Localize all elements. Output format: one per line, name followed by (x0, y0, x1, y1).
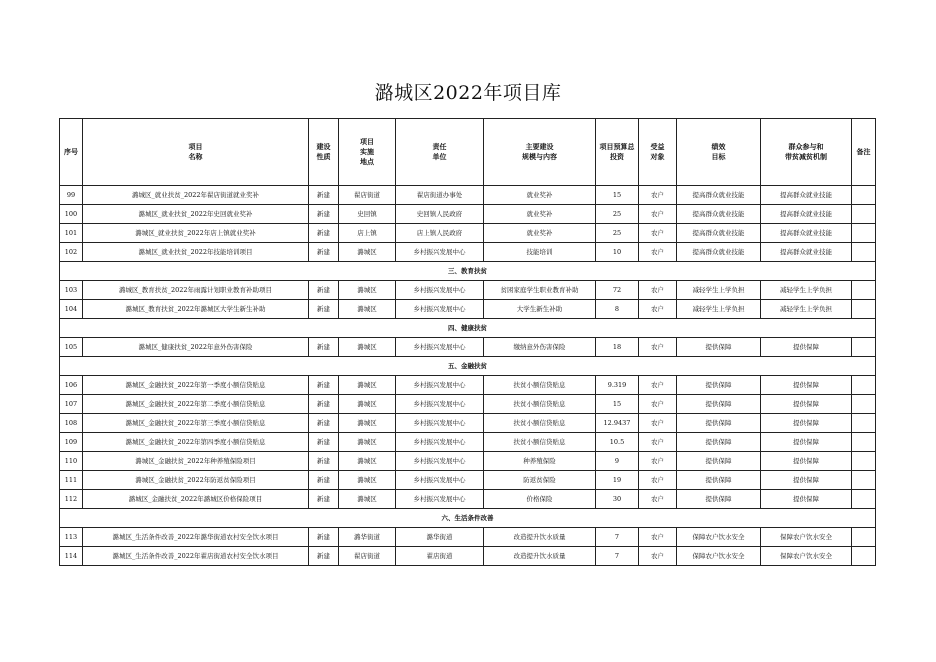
cell-mechanism: 提供保障 (761, 395, 852, 414)
cell-target: 提供保障 (677, 452, 761, 471)
table-row (60, 376, 876, 395)
cell-name: 潞城区_金融扶贫_2022年第三季度小额信贷贴息 (83, 414, 309, 433)
section-label: 三、教育扶贫 (60, 262, 876, 281)
table-header-row (60, 119, 876, 186)
cell-budget: 15 (596, 186, 639, 205)
header-line: 地点 (360, 158, 374, 166)
col-header-beneficiary (639, 119, 677, 186)
header-line: 项目 (360, 138, 374, 146)
cell-location: 潞华街道 (339, 528, 396, 547)
cell-budget: 7 (596, 528, 639, 547)
cell-location: 潞城区 (339, 414, 396, 433)
cell-content: 种养殖保险 (484, 452, 596, 471)
cell-index: 105 (60, 338, 83, 357)
cell-location: 潞城区 (339, 281, 396, 300)
cell-remark (852, 205, 876, 224)
col-header-content (484, 119, 596, 186)
header-line: 受益 (650, 143, 665, 151)
cell-content: 扶贫小额信贷贴息 (484, 376, 596, 395)
cell-mechanism: 提供保障 (761, 338, 852, 357)
cell-unit: 潞华街道 (396, 528, 484, 547)
cell-content: 大学生新生补助 (484, 300, 596, 319)
cell-remark (852, 338, 876, 357)
cell-content: 就业奖补 (484, 205, 596, 224)
cell-target: 减轻学生上学负担 (677, 281, 761, 300)
header-line: 项目预算总 (599, 143, 635, 151)
header-line: 群众参与和 (788, 143, 824, 151)
cell-unit: 翟店街道办事处 (396, 186, 484, 205)
cell-budget: 9 (596, 452, 639, 471)
table-row (60, 281, 876, 300)
cell-target: 保障农户饮水安全 (677, 547, 761, 566)
cell-remark (852, 547, 876, 566)
col-header-remark (852, 119, 876, 186)
cell-location: 翟店街道 (339, 547, 396, 566)
table-row (60, 395, 876, 414)
header-line: 规模与内容 (522, 153, 557, 161)
col-header-index (60, 119, 83, 186)
table-row (60, 490, 876, 509)
cell-name: 潞城区_教育扶贫_2022年雨露计划职业教育补助项目 (83, 281, 309, 300)
cell-index: 106 (60, 376, 83, 395)
cell-location: 潞城区 (339, 243, 396, 262)
cell-location: 潞城区 (339, 376, 396, 395)
cell-beneficiary: 农户 (639, 186, 677, 205)
cell-remark (852, 452, 876, 471)
cell-location: 史回镇 (339, 205, 396, 224)
cell-name: 潞城区_金融扶贫_2022年第一季度小额信贷贴息 (83, 376, 309, 395)
cell-remark (852, 528, 876, 547)
cell-budget: 25 (596, 224, 639, 243)
table-row (60, 205, 876, 224)
cell-name: 潞城区_金融扶贫_2022年种养殖保险项目 (83, 452, 309, 471)
cell-location: 潞城区 (339, 471, 396, 490)
section-label: 六、生活条件改善 (60, 509, 876, 528)
cell-budget: 9.319 (596, 376, 639, 395)
cell-type: 新建 (309, 338, 339, 357)
cell-target: 提高群众就业技能 (677, 205, 761, 224)
cell-budget: 72 (596, 281, 639, 300)
cell-beneficiary: 农户 (639, 205, 677, 224)
cell-location: 潞城区 (339, 338, 396, 357)
table-row (60, 452, 876, 471)
cell-unit: 乡村振兴发展中心 (396, 414, 484, 433)
cell-budget: 25 (596, 205, 639, 224)
cell-beneficiary: 农户 (639, 471, 677, 490)
cell-content: 就业奖补 (484, 224, 596, 243)
cell-name: 潞城区_金融扶贫_2022年第二季度小额信贷贴息 (83, 395, 309, 414)
header-line: 项目 (188, 143, 203, 151)
cell-name: 潞城区_生活条件改善_2022年翟店街道农村安全饮水项目 (83, 547, 309, 566)
cell-remark (852, 224, 876, 243)
cell-budget: 18 (596, 338, 639, 357)
table-row (60, 186, 876, 205)
cell-content: 扶贫小额信贷贴息 (484, 414, 596, 433)
cell-type: 新建 (309, 224, 339, 243)
header-line: 带贫减贫机制 (785, 153, 827, 161)
cell-unit: 乡村振兴发展中心 (396, 395, 484, 414)
cell-mechanism: 提高群众就业技能 (761, 186, 852, 205)
header-line: 名称 (188, 153, 203, 161)
cell-mechanism: 提高群众就业技能 (761, 243, 852, 262)
cell-name: 潞城区_就业扶贫_2022年技能培训项目 (83, 243, 309, 262)
table-row (60, 471, 876, 490)
header-line: 实施 (360, 148, 374, 156)
header-line: 绩效 (711, 143, 726, 151)
header-line: 对象 (650, 153, 665, 161)
cell-location: 翟店街道 (339, 186, 396, 205)
cell-index: 102 (60, 243, 83, 262)
cell-budget: 7 (596, 547, 639, 566)
cell-type: 新建 (309, 243, 339, 262)
cell-remark (852, 471, 876, 490)
cell-target: 提供保障 (677, 376, 761, 395)
cell-remark (852, 490, 876, 509)
cell-index: 104 (60, 300, 83, 319)
cell-mechanism: 减轻学生上学负担 (761, 281, 852, 300)
cell-type: 新建 (309, 205, 339, 224)
col-header-target (677, 119, 761, 186)
cell-unit: 乡村振兴发展中心 (396, 300, 484, 319)
col-header-budget (596, 119, 639, 186)
table-body (60, 186, 876, 566)
cell-type: 新建 (309, 528, 339, 547)
cell-type: 新建 (309, 452, 339, 471)
cell-index: 99 (60, 186, 83, 205)
cell-name: 潞城区_金融扶贫_2022年防返贫保险项目 (83, 471, 309, 490)
cell-index: 110 (60, 452, 83, 471)
cell-mechanism: 提高群众就业技能 (761, 205, 852, 224)
table-row (60, 338, 876, 357)
cell-location: 潞城区 (339, 300, 396, 319)
table-row (60, 224, 876, 243)
cell-unit: 乡村振兴发展中心 (396, 471, 484, 490)
cell-budget: 8 (596, 300, 639, 319)
cell-remark (852, 395, 876, 414)
table-row (60, 300, 876, 319)
table-row (60, 414, 876, 433)
header-line: 主要建设 (525, 143, 554, 151)
cell-mechanism: 提供保障 (761, 414, 852, 433)
cell-type: 新建 (309, 186, 339, 205)
section-row (60, 357, 876, 376)
cell-beneficiary: 农户 (639, 300, 677, 319)
table-row (60, 547, 876, 566)
cell-name: 潞城区_就业扶贫_2022年史回就业奖补 (83, 205, 309, 224)
cell-remark (852, 376, 876, 395)
cell-name: 潞城区_健康扶贫_2022年意外伤害保险 (83, 338, 309, 357)
cell-mechanism: 提供保障 (761, 471, 852, 490)
cell-remark (852, 186, 876, 205)
cell-unit: 乡村振兴发展中心 (396, 281, 484, 300)
cell-content: 价格保险 (484, 490, 596, 509)
col-header-name (83, 119, 309, 186)
cell-mechanism: 保障农户饮水安全 (761, 528, 852, 547)
cell-unit: 店上镇人民政府 (396, 224, 484, 243)
cell-mechanism: 减轻学生上学负担 (761, 300, 852, 319)
cell-index: 111 (60, 471, 83, 490)
cell-target: 提供保障 (677, 338, 761, 357)
cell-type: 新建 (309, 547, 339, 566)
cell-mechanism: 提供保障 (761, 452, 852, 471)
cell-index: 107 (60, 395, 83, 414)
cell-unit: 史回镇人民政府 (396, 205, 484, 224)
cell-beneficiary: 农户 (639, 414, 677, 433)
cell-budget: 10 (596, 243, 639, 262)
cell-beneficiary: 农户 (639, 376, 677, 395)
cell-type: 新建 (309, 281, 339, 300)
col-header-location (339, 119, 396, 186)
cell-index: 108 (60, 414, 83, 433)
cell-beneficiary: 农户 (639, 243, 677, 262)
cell-location: 潞城区 (339, 452, 396, 471)
cell-type: 新建 (309, 433, 339, 452)
cell-index: 114 (60, 547, 83, 566)
cell-location: 潞城区 (339, 490, 396, 509)
cell-target: 提高群众就业技能 (677, 243, 761, 262)
cell-remark (852, 414, 876, 433)
header-line: 备注 (856, 148, 871, 156)
cell-type: 新建 (309, 300, 339, 319)
cell-beneficiary: 农户 (639, 528, 677, 547)
cell-content: 扶贫小额信贷贴息 (484, 433, 596, 452)
cell-content: 改造提升饮水质量 (484, 528, 596, 547)
header-line: 目标 (711, 153, 726, 161)
table-row (60, 433, 876, 452)
cell-content: 技能培训 (484, 243, 596, 262)
section-row (60, 262, 876, 281)
cell-content: 扶贫小额信贷贴息 (484, 395, 596, 414)
cell-location: 店上镇 (339, 224, 396, 243)
cell-budget: 19 (596, 471, 639, 490)
cell-beneficiary: 农户 (639, 395, 677, 414)
header-line: 建设 (316, 143, 331, 151)
cell-content: 改造提升饮水质量 (484, 547, 596, 566)
col-header-mechanism (761, 119, 852, 186)
cell-budget: 30 (596, 490, 639, 509)
cell-index: 100 (60, 205, 83, 224)
section-row (60, 509, 876, 528)
cell-name: 潞城区_就业扶贫_2022年翟店街道就业奖补 (83, 186, 309, 205)
cell-unit: 翟店街道 (396, 547, 484, 566)
cell-target: 提供保障 (677, 414, 761, 433)
cell-target: 保障农户饮水安全 (677, 528, 761, 547)
cell-unit: 乡村振兴发展中心 (396, 376, 484, 395)
section-label: 五、金融扶贫 (60, 357, 876, 376)
cell-name: 潞城区_金融扶贫_2022年潞城区价格保险项目 (83, 490, 309, 509)
cell-type: 新建 (309, 490, 339, 509)
cell-name: 潞城区_金融扶贫_2022年第四季度小额信贷贴息 (83, 433, 309, 452)
col-header-type (309, 119, 339, 186)
header-line: 序号 (64, 148, 78, 156)
cell-unit: 乡村振兴发展中心 (396, 338, 484, 357)
cell-type: 新建 (309, 414, 339, 433)
cell-content: 缴纳意外伤害保险 (484, 338, 596, 357)
project-table (59, 118, 876, 566)
cell-beneficiary: 农户 (639, 281, 677, 300)
cell-beneficiary: 农户 (639, 547, 677, 566)
cell-location: 潞城区 (339, 395, 396, 414)
cell-budget: 10.5 (596, 433, 639, 452)
cell-index: 112 (60, 490, 83, 509)
cell-beneficiary: 农户 (639, 224, 677, 243)
cell-unit: 乡村振兴发展中心 (396, 243, 484, 262)
section-label: 四、健康扶贫 (60, 319, 876, 338)
header-line: 性质 (316, 153, 331, 161)
cell-content: 贫困家庭学生职业教育补助 (484, 281, 596, 300)
cell-beneficiary: 农户 (639, 490, 677, 509)
cell-remark (852, 300, 876, 319)
cell-mechanism: 提高群众就业技能 (761, 224, 852, 243)
header-line: 单位 (432, 153, 447, 161)
cell-mechanism: 提供保障 (761, 490, 852, 509)
cell-remark (852, 243, 876, 262)
cell-index: 103 (60, 281, 83, 300)
cell-type: 新建 (309, 395, 339, 414)
header-line: 责任 (432, 143, 447, 151)
cell-location: 潞城区 (339, 433, 396, 452)
cell-target: 提供保障 (677, 490, 761, 509)
cell-target: 提供保障 (677, 471, 761, 490)
cell-content: 防返贫保险 (484, 471, 596, 490)
cell-target: 减轻学生上学负担 (677, 300, 761, 319)
cell-budget: 15 (596, 395, 639, 414)
cell-name: 潞城区_教育扶贫_2022年潞城区大学生新生补助 (83, 300, 309, 319)
cell-unit: 乡村振兴发展中心 (396, 433, 484, 452)
table-row (60, 528, 876, 547)
cell-index: 101 (60, 224, 83, 243)
cell-unit: 乡村振兴发展中心 (396, 490, 484, 509)
cell-name: 潞城区_生活条件改善_2022年潞华街道农村安全饮水项目 (83, 528, 309, 547)
cell-target: 提高群众就业技能 (677, 224, 761, 243)
cell-mechanism: 提供保障 (761, 376, 852, 395)
cell-mechanism: 保障农户饮水安全 (761, 547, 852, 566)
cell-type: 新建 (309, 471, 339, 490)
cell-mechanism: 提供保障 (761, 433, 852, 452)
table-row (60, 243, 876, 262)
cell-beneficiary: 农户 (639, 452, 677, 471)
cell-type: 新建 (309, 376, 339, 395)
cell-remark (852, 433, 876, 452)
cell-target: 提供保障 (677, 433, 761, 452)
cell-name: 潞城区_就业扶贫_2022年店上镇就业奖补 (83, 224, 309, 243)
cell-unit: 乡村振兴发展中心 (396, 452, 484, 471)
cell-remark (852, 281, 876, 300)
cell-index: 109 (60, 433, 83, 452)
cell-content: 就业奖补 (484, 186, 596, 205)
header-line: 投资 (610, 153, 624, 161)
cell-target: 提高群众就业技能 (677, 186, 761, 205)
cell-beneficiary: 农户 (639, 338, 677, 357)
page-title: 潞城区2022年项目库 (374, 82, 562, 104)
cell-target: 提供保障 (677, 395, 761, 414)
col-header-unit (396, 119, 484, 186)
cell-budget: 12.9437 (596, 414, 639, 433)
section-row (60, 319, 876, 338)
cell-index: 113 (60, 528, 83, 547)
cell-beneficiary: 农户 (639, 433, 677, 452)
